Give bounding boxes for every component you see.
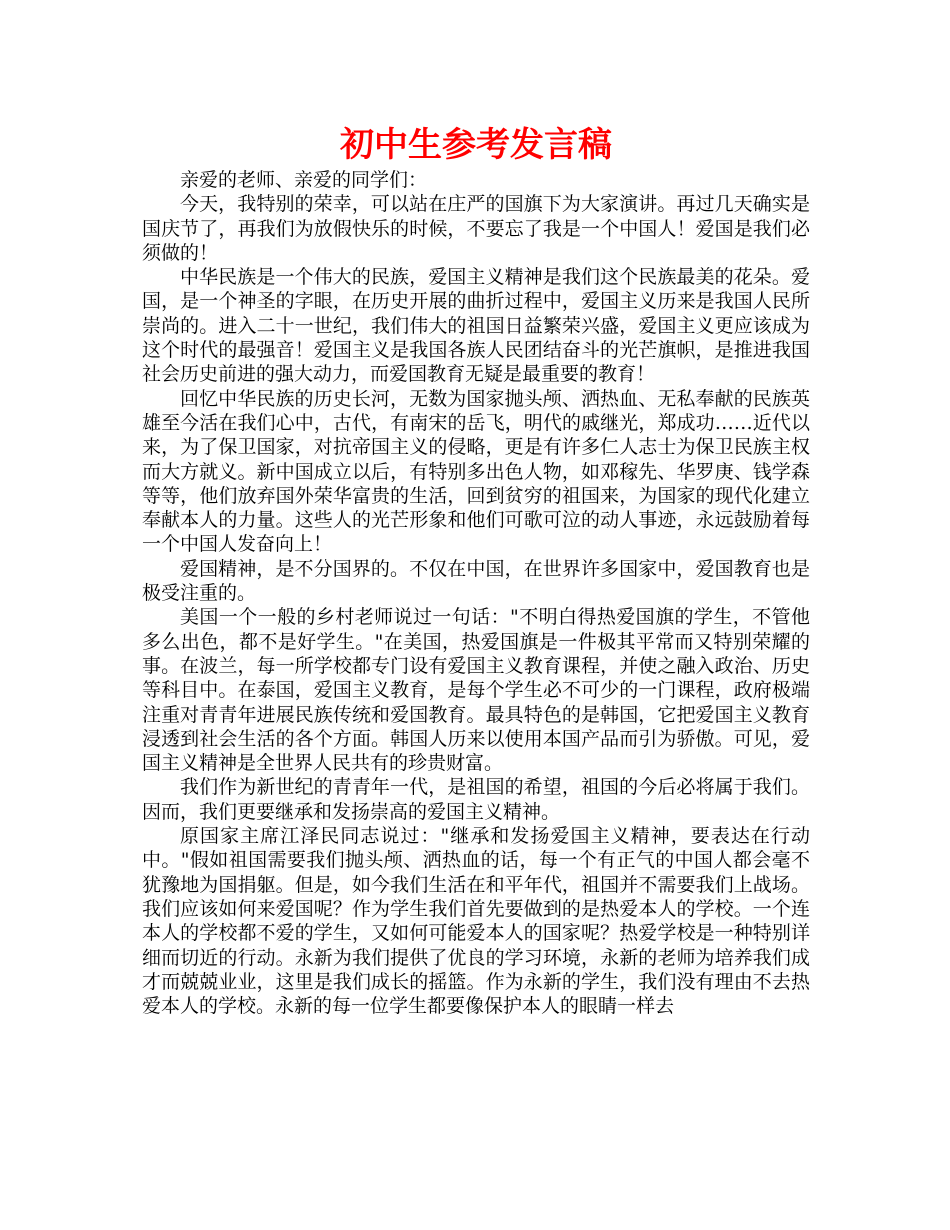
paragraph: 原国家主席江泽民同志说过："继承和发扬爱国主义精神，要表达在行动中。"假如祖国需要我们抛头颅、洒热血的话，每一个有正气的中国人都会毫不犹豫地为国捐躯。但是，如今我们生活在和平年代，祖国并不需要我们上战场。我们应该如何来爱国呢？作为学生我们首先要做到的是热爱本人的学校。一个连本人的学校都不爱的学生，又如何可能爱本人的国家呢？热爱学校是一种特别详细而切近的行动。永新为我们提供了优良的学习环境，永新的老师为培养我们成才而兢兢业业，这里是我们成长的摇篮。作为永新的学生，我们没有理由不去热爱本人的学校。永新的每一位学生都要像保护本人的眼睛一样去 bbox=[142, 825, 810, 1018]
document-page bbox=[142, 122, 810, 1018]
paragraph-greeting: 亲爱的老师、亲爱的同学们： bbox=[180, 169, 428, 191]
paragraph: 回忆中华民族的历史长河，无数为国家抛头颅、洒热血、无私奉献的民族英雄至今活在我们心中，古代，有南宋的岳飞，明代的戚继光，郑成功……近代以来，为了保卫国家，对抗帝国主义的侵略，更是有许多仁人志士为保卫民族主权而大方就义。新中国成立以后，有特别多出色人物，如邓稼先、华罗庚、钱学森等等，他们放弃国外荣华富贵的生活，回到贫穷的祖国来，为国家的现代化建立奉献本人的力量。这些人的光芒形象和他们可歌可泣的动人事迹，永远鼓励着每一个中国人发奋向上！ bbox=[142, 387, 810, 556]
paragraph: 中华民族是一个伟大的民族，爱国主义精神是我们这个民族最美的花朵。爱国，是一个神圣的字眼，在历史开展的曲折过程中，爱国主义历来是我国人民所崇尚的。进入二十一世纪，我们伟大的祖国日益繁荣兴盛，爱国主义更应该成为这个时代的最强音！爱国主义是我国各族人民团结奋斗的光芒旗帜，是推进我国社会历史前进的强大动力，而爱国教育无疑是最重要的教育！ bbox=[142, 266, 810, 386]
paragraph: 我们作为新世纪的青青年一代，是祖国的希望，祖国的今后必将属于我们。因而，我们更要继承和发扬崇高的爱国主义精神。 bbox=[142, 776, 810, 823]
paragraph: 今天，我特别的荣幸，可以站在庄严的国旗下为大家演讲。再过几天确实是国庆节了，再我们为放假快乐的时候，不要忘了我是一个中国人！爱国是我们必须做的！ bbox=[142, 193, 810, 264]
paragraph: 爱国精神，是不分国界的。不仅在中国，在世界许多国家中，爱国教育也是极受注重的。 bbox=[142, 557, 810, 605]
document-title: 初中生参考发言稿 bbox=[340, 125, 612, 165]
paragraph: 美国一个一般的乡村老师说过一句话："不明白得热爱国旗的学生，不管他多么出色，都不是好学生。"在美国，热爱国旗是一件极其平常而又特别荣耀的事。在波兰，每一所学校都专门设有爱国主义教育课程，并使之融入政治、历史等科目中。在泰国，爱国主义教育，是每个学生必不可少的一门课程，政府极端注重对青青年进展民族传统和爱国教育。最具特色的是韩国，它把爱国主义教育浸透到社会生活的各个方面。韩国人历来以使用本国产品而引为骄傲。可见，爱国主义精神是全世界人民共有的珍贵财富。 bbox=[142, 606, 810, 775]
document-body bbox=[142, 168, 810, 1018]
